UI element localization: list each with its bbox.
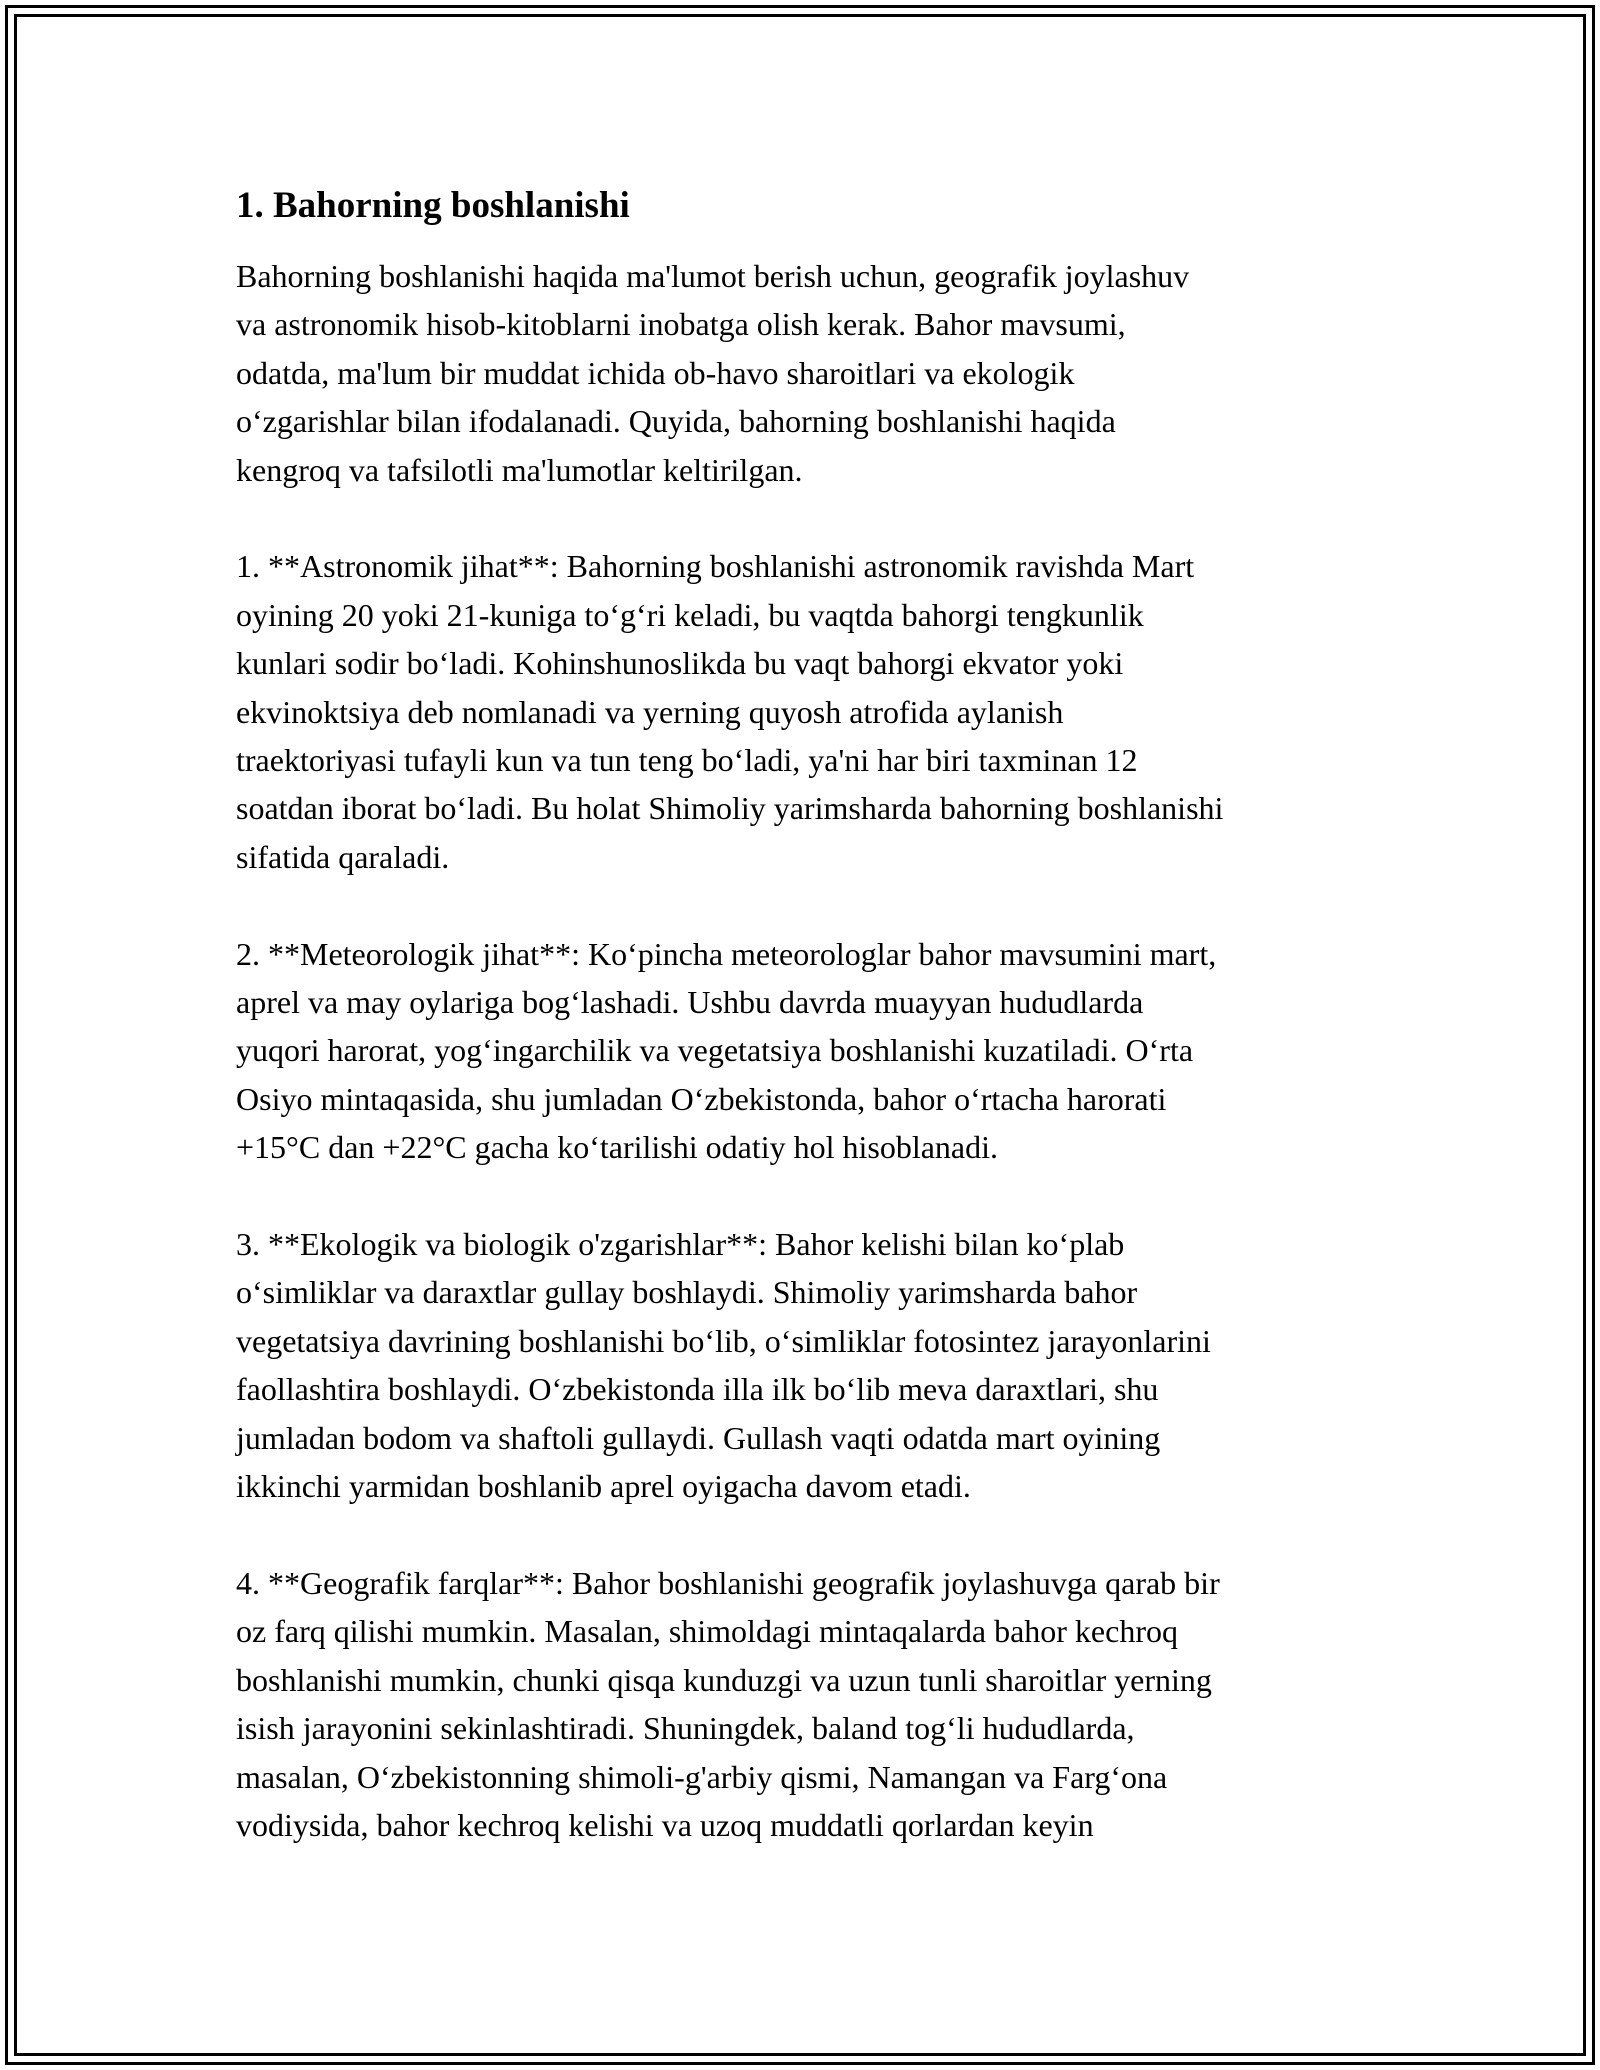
text-line: sifatida qaraladi.: [236, 838, 450, 875]
text-line: ekvinoktsiya deb nomlanadi va yerning quyosh atrofida aylanish: [236, 693, 1064, 730]
text-line: traektoriyasi tufayli kun va tun teng bo‘ladi, ya'ni har biri taxminan 12: [236, 742, 1138, 779]
text-line: o‘zgarishlar bilan ifodalanadi. Quyida, bahorning boshlanishi haqida: [236, 403, 1116, 440]
text-line: faollashtira boshlaydi. O‘zbekistonda illa ilk bo‘lib meva daraxtlari, shu: [236, 1371, 1159, 1408]
text-line: 4. **Geografik farqlar**: Bahor boshlanishi geografik joylashuvga qarab bir: [236, 1564, 1220, 1601]
text-line: oz farq qilishi mumkin. Masalan, shimoldagi mintaqalarda bahor kechroq: [236, 1613, 1178, 1650]
text-line: Osiyo mintaqasida, shu jumladan O‘zbekistonda, bahor o‘rtacha harorati: [236, 1080, 1167, 1117]
text-line: Bahorning boshlanishi haqida ma'lumot berish uchun, geografik joylashuv: [236, 258, 1190, 294]
intro-paragraph: [236, 252, 1376, 494]
text-line: ikkinchi yarmidan boshlanib aprel oyigacha davom etadi.: [236, 1468, 971, 1505]
text-line: jumladan bodom va shaftoli gullaydi. Gullash vaqti odatda mart oyining: [236, 1419, 1161, 1456]
document-body: [236, 182, 1376, 1898]
text-line: vodiysida, bahor kechroq kelishi va uzoq muddatli qorlardan keyin: [236, 1806, 1094, 1843]
text-line: kunlari sodir bo‘ladi. Kohinshunoslikda bu vaqt bahorgi ekvator yoki: [236, 645, 1124, 682]
text-line: isish jarayonini sekinlashtiradi. Shuningdek, baland tog‘li hududlarda,: [236, 1710, 1135, 1747]
text-line: oyining 20 yoki 21-kuniga to‘g‘ri keladi, bu vaqtda bahorgi tengkunlik: [236, 596, 1144, 633]
astronomical-paragraph: [236, 542, 1376, 881]
text-line: aprel va may oylariga bog‘lashadi. Ushbu davrda muayyan hududlarda: [236, 984, 1144, 1021]
text-line: odatda, ma'lum bir muddat ichida ob-havo sharoitlari va ekologik: [236, 354, 1075, 391]
section-heading: 1. Bahorning boshlanishi: [236, 185, 630, 226]
text-line: va astronomik hisob-kitoblarni inobatga olish kerak. Bahor mavsumi,: [236, 306, 1126, 343]
text-line: o‘simliklar va daraxtlar gullay boshlaydi. Shimoliy yarimsharda bahor: [236, 1274, 1138, 1311]
text-line: kengroq va tafsilotli ma'lumotlar keltirilgan.: [236, 451, 803, 488]
meteorological-paragraph: [236, 930, 1376, 1172]
text-line: vegetatsiya davrining boshlanishi bo‘lib, o‘simliklar fotosintez jarayonlarini: [236, 1322, 1211, 1359]
text-line: +15°C dan +22°C gacha ko‘tarilishi odatiy hol hisoblanadi.: [236, 1129, 999, 1166]
text-line: 1. **Astronomik jihat**: Bahorning boshlanishi astronomik ravishda Mart: [236, 548, 1195, 585]
text-line: 2. **Meteorologik jihat**: Ko‘pincha meteorologlar bahor mavsumini mart,: [236, 935, 1217, 972]
text-line: boshlanishi mumkin, chunki qisqa kunduzgi va uzun tunli sharoitlar yerning: [236, 1661, 1212, 1698]
text-line: 3. **Ekologik va biologik o'zgarishlar**: Bahor kelishi bilan ko‘plab: [236, 1226, 1125, 1263]
text-line: yuqori harorat, yog‘ingarchilik va vegetatsiya boshlanishi kuzatiladi. O‘rta: [236, 1032, 1194, 1069]
text-line: masalan, O‘zbekistonning shimoli-g'arbiy qismi, Namangan va Farg‘ona: [236, 1758, 1168, 1795]
text-line: soatdan iborat bo‘ladi. Bu holat Shimoliy yarimsharda bahorning boshlanishi: [236, 790, 1224, 827]
geographic-paragraph: [236, 1559, 1376, 1849]
ecological-paragraph: [236, 1220, 1376, 1510]
